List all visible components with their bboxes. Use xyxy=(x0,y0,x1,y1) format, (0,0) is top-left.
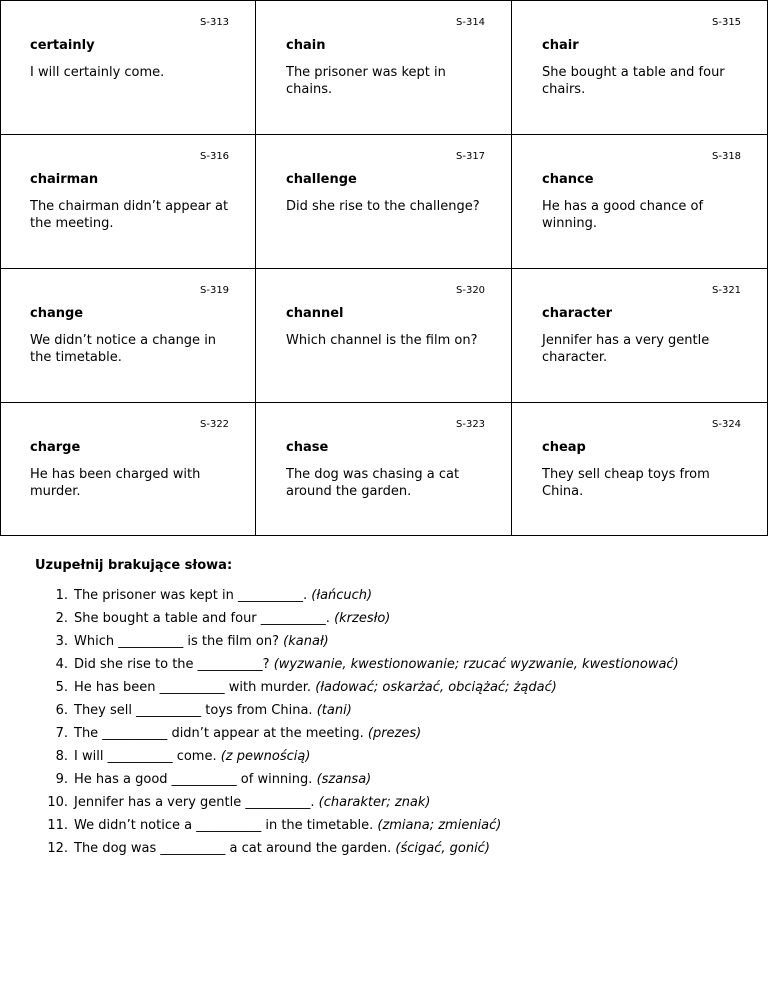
item-text-wrap xyxy=(74,611,390,626)
item-text: She bought a table and four __________. xyxy=(74,611,330,626)
exercise-item xyxy=(0,634,768,657)
exercise-item xyxy=(0,588,768,611)
exercise-item xyxy=(0,611,768,634)
card-sentence: I will certainly come. xyxy=(30,65,165,80)
card-code: S-317 xyxy=(456,151,486,162)
item-text: The __________ didn’t appear at the meeting. xyxy=(74,726,364,741)
item-text-wrap xyxy=(74,680,557,695)
item-hint: (krzesło) xyxy=(334,611,391,626)
card-word: channel xyxy=(286,306,344,321)
item-number: 11. xyxy=(47,818,68,833)
card-code: S-320 xyxy=(456,285,486,296)
flashcard xyxy=(0,0,256,134)
flashcard xyxy=(512,268,768,402)
item-text: I will __________ come. xyxy=(74,749,217,764)
exercise-item xyxy=(0,703,768,726)
card-word: character xyxy=(542,306,613,321)
item-hint: (wyzwanie, kwestionowanie; rzucać wyzwanie, kwestionować) xyxy=(273,657,679,672)
item-number: 9. xyxy=(55,772,68,787)
item-number: 10. xyxy=(47,795,68,810)
card-code: S-323 xyxy=(456,419,486,430)
card-word: cheap xyxy=(542,440,586,455)
flashcard xyxy=(0,268,256,402)
flashcard xyxy=(256,268,512,402)
card-sentence: The dog was chasing a cat around the garden. xyxy=(286,467,460,499)
item-hint: (prezes) xyxy=(367,726,422,741)
card-word: chair xyxy=(542,38,579,53)
item-hint: (kanał) xyxy=(283,634,329,649)
item-text: They sell __________ toys from China. xyxy=(74,703,313,718)
item-text: Jennifer has a very gentle __________. xyxy=(74,795,315,810)
item-hint: (charakter; znak) xyxy=(318,795,431,810)
item-text-wrap xyxy=(74,841,490,856)
item-text-wrap xyxy=(74,703,352,718)
exercise-item xyxy=(0,795,768,818)
card-code: S-321 xyxy=(712,285,742,296)
card-sentence: Which channel is the film on? xyxy=(286,333,478,348)
item-text-wrap xyxy=(74,795,431,810)
card-code: S-313 xyxy=(200,17,230,28)
card-sentence: He has a good chance of winning. xyxy=(542,199,704,231)
item-hint: (łańcuch) xyxy=(311,588,373,603)
card-sentence: He has been charged with murder. xyxy=(30,467,201,499)
exercise-item xyxy=(0,749,768,772)
card-word: certainly xyxy=(30,38,95,53)
card-code: S-314 xyxy=(456,17,486,28)
card-word: change xyxy=(30,306,84,321)
item-text-wrap xyxy=(74,726,421,741)
card-sentence: She bought a table and four chairs. xyxy=(542,65,725,97)
item-hint: (zmiana; zmieniać) xyxy=(377,818,502,833)
card-word: chain xyxy=(286,38,326,53)
exercise-item xyxy=(0,657,768,680)
item-text-wrap xyxy=(74,634,329,649)
flashcard xyxy=(512,0,768,134)
flashcard xyxy=(256,402,512,536)
flashcard xyxy=(256,0,512,134)
card-word: chairman xyxy=(30,172,99,187)
card-code: S-322 xyxy=(200,419,230,430)
card-word: challenge xyxy=(286,172,357,187)
item-text-wrap xyxy=(74,818,501,833)
flashcard xyxy=(512,134,768,268)
item-text: The prisoner was kept in __________. xyxy=(74,588,308,603)
flashcard xyxy=(512,402,768,536)
item-text: He has a good __________ of winning. xyxy=(74,772,313,787)
card-code: S-319 xyxy=(200,285,230,296)
item-text: The dog was __________ a cat around the garden. xyxy=(74,841,392,856)
flashcard xyxy=(0,402,256,536)
item-number: 6. xyxy=(55,703,68,718)
item-number: 8. xyxy=(55,749,68,764)
item-number: 12. xyxy=(47,841,68,856)
item-text: He has been __________ with murder. xyxy=(74,680,312,695)
item-number: 2. xyxy=(55,611,68,626)
item-hint: (ścigać, gonić) xyxy=(395,841,490,856)
card-word: chase xyxy=(286,440,329,455)
item-text: Did she rise to the __________? xyxy=(74,657,270,672)
item-text: We didn’t notice a __________ in the timetable. xyxy=(74,818,374,833)
item-text-wrap xyxy=(74,749,310,764)
card-code: S-324 xyxy=(712,419,742,430)
item-number: 1. xyxy=(55,588,68,603)
exercise-item xyxy=(0,680,768,703)
item-number: 5. xyxy=(55,680,68,695)
card-word: chance xyxy=(542,172,594,187)
exercise-item xyxy=(0,818,768,841)
card-code: S-315 xyxy=(712,17,742,28)
card-word: charge xyxy=(30,440,81,455)
item-hint: (z pewnością) xyxy=(220,749,311,764)
card-sentence: The prisoner was kept in chains. xyxy=(286,65,446,97)
item-text-wrap xyxy=(74,772,371,787)
item-hint: (tani) xyxy=(316,703,352,718)
item-hint: (szansa) xyxy=(316,772,372,787)
card-sentence: Did she rise to the challenge? xyxy=(286,199,480,214)
exercise-item xyxy=(0,841,768,864)
item-text-wrap xyxy=(74,588,372,603)
item-text-wrap xyxy=(74,657,679,672)
exercise-item xyxy=(0,772,768,795)
flashcard xyxy=(256,134,512,268)
item-number: 7. xyxy=(55,726,68,741)
card-sentence: They sell cheap toys from China. xyxy=(542,467,710,499)
exercise-item xyxy=(0,726,768,749)
exercise-title: Uzupełnij brakujące słowa: xyxy=(35,558,233,573)
card-sentence: Jennifer has a very gentle character. xyxy=(542,333,710,365)
item-number: 4. xyxy=(55,657,68,672)
item-hint: (ładować; oskarżać, obciążać; żądać) xyxy=(315,680,557,695)
card-sentence: We didn’t notice a change in the timetable. xyxy=(30,333,217,365)
item-text: Which __________ is the film on? xyxy=(74,634,280,649)
flashcard xyxy=(0,134,256,268)
card-code: S-316 xyxy=(200,151,230,162)
card-sentence: The chairman didn’t appear at the meeting. xyxy=(30,199,229,231)
card-code: S-318 xyxy=(712,151,742,162)
item-number: 3. xyxy=(55,634,68,649)
